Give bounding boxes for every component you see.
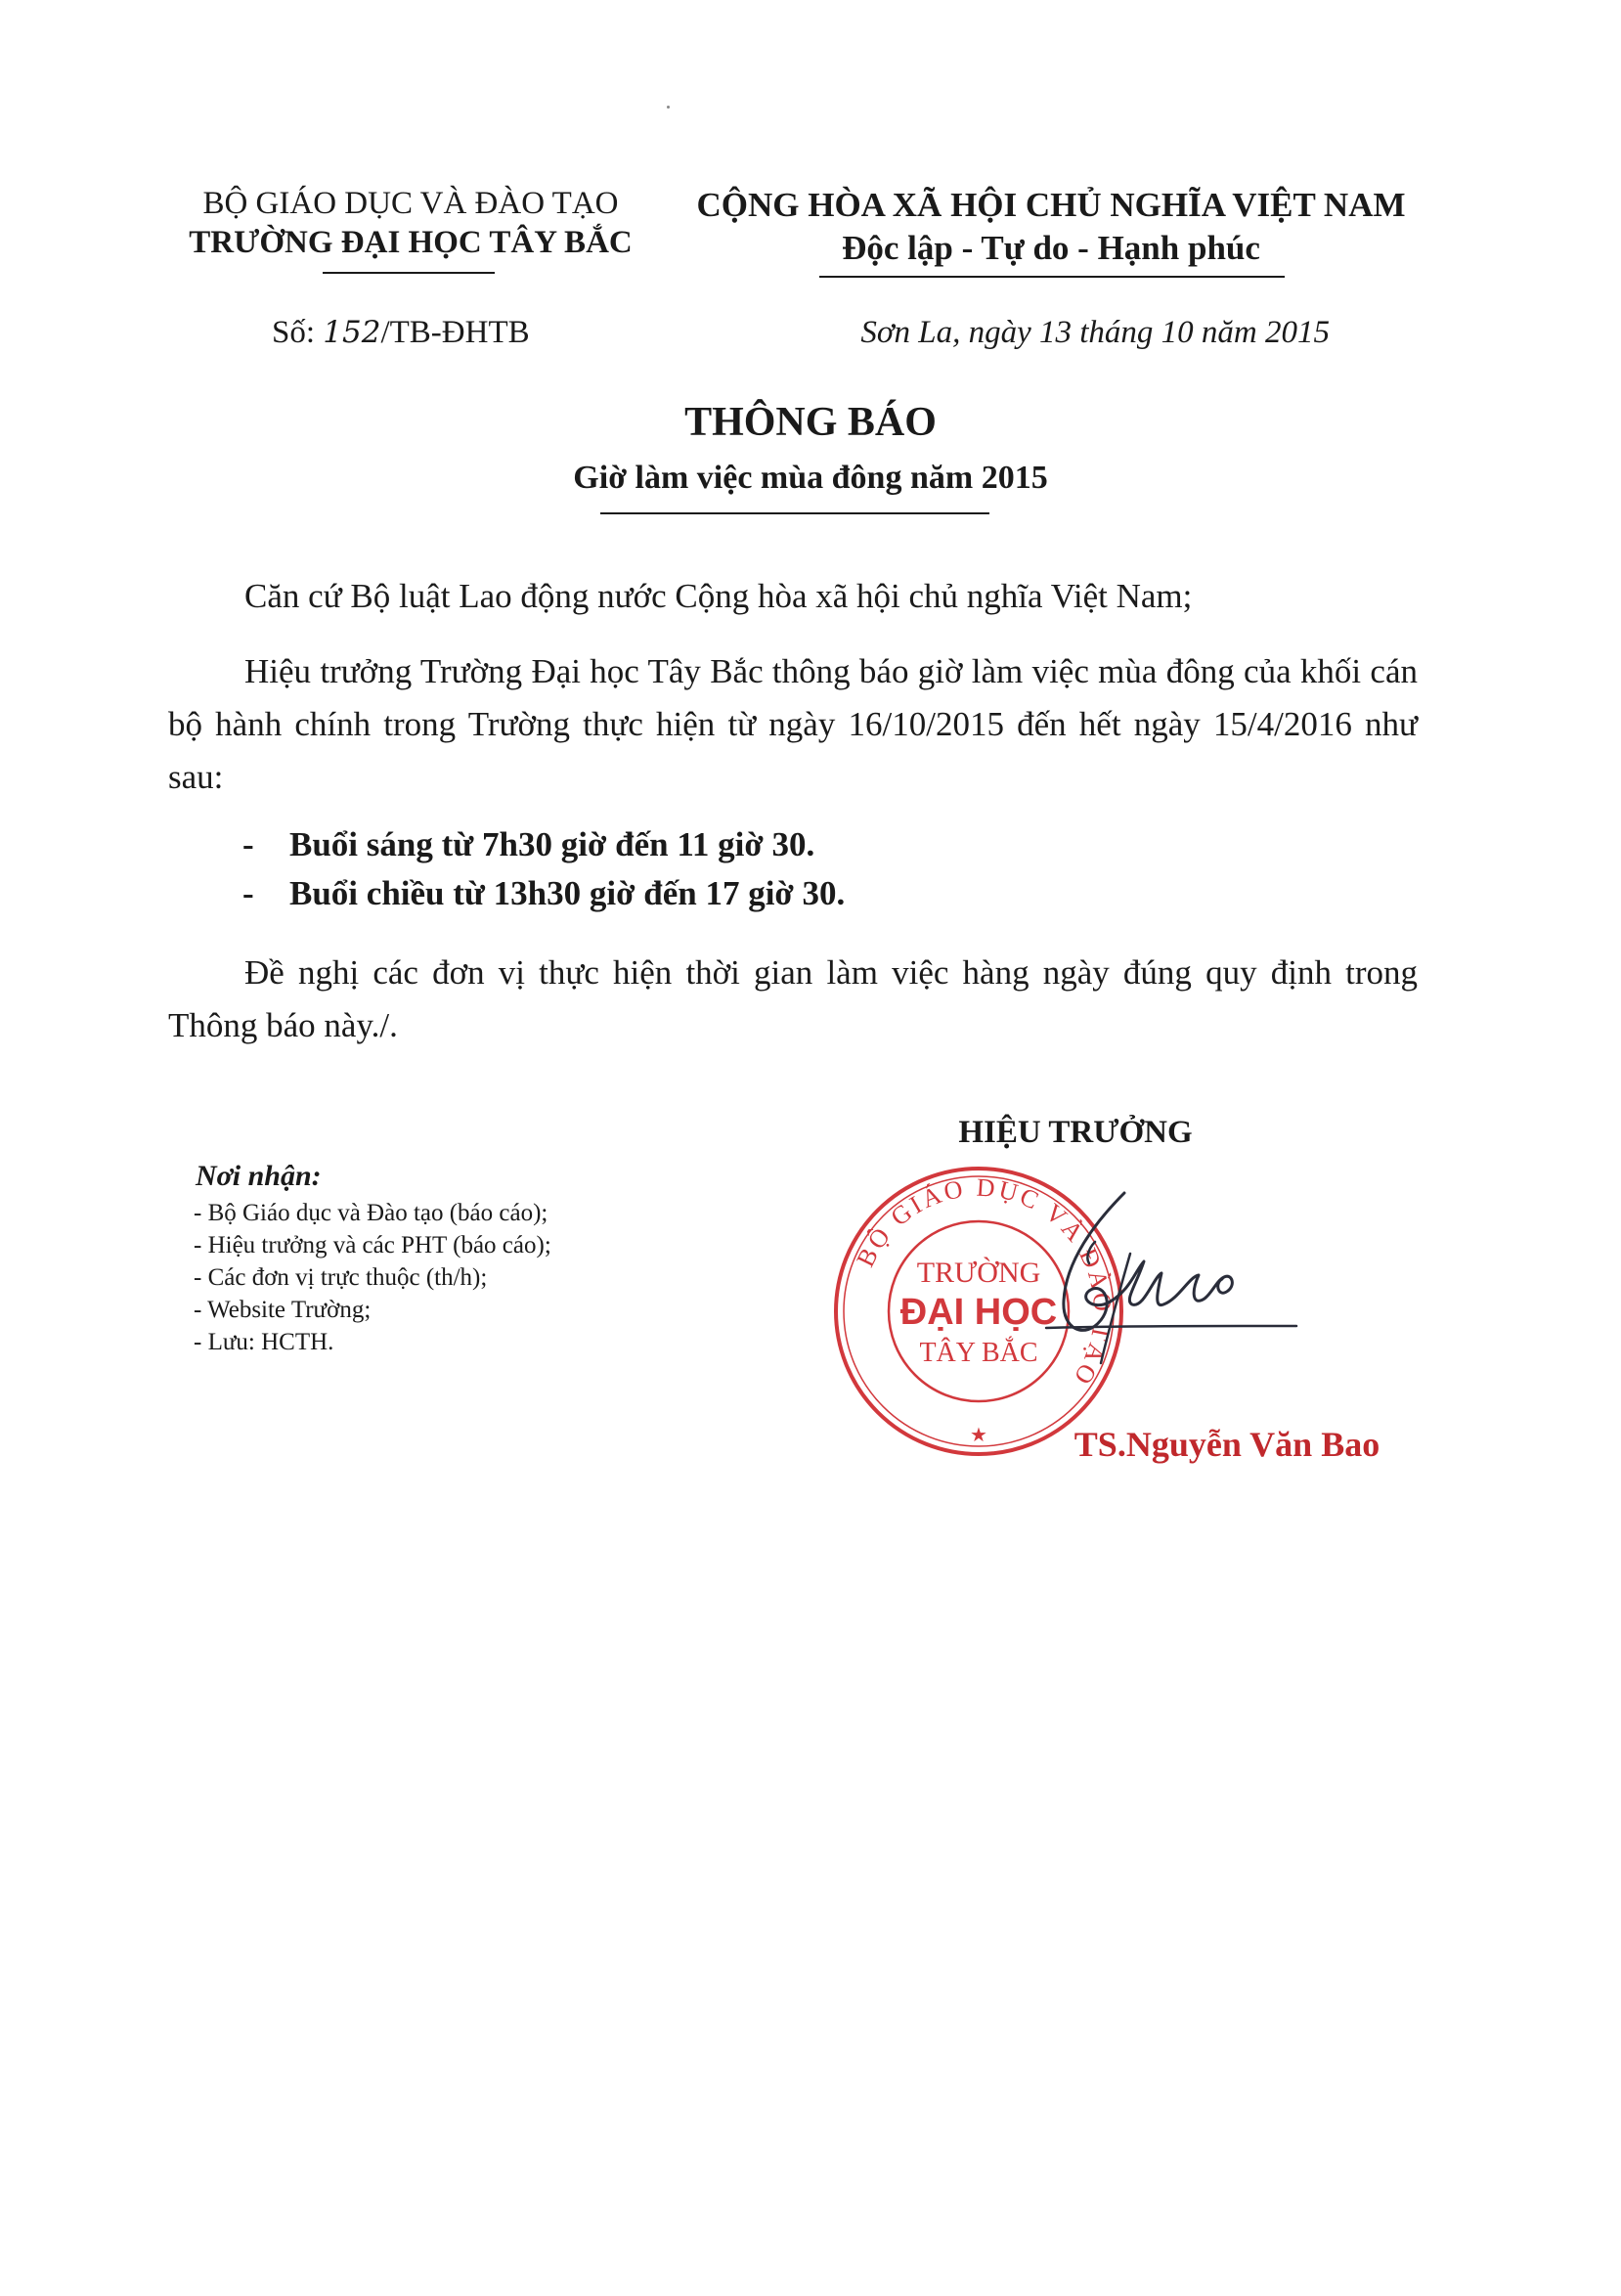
subtitle-underline: [600, 512, 989, 514]
bullet-text: Buổi sáng từ 7h30 giờ đến 11 giờ 30.: [289, 825, 815, 863]
recipient-item: - Website Trường;: [194, 1297, 372, 1323]
document-number-suffix: /TB-ĐHTB: [380, 315, 530, 350]
recipient-item: - Lưu: HCTH.: [194, 1329, 334, 1355]
recipients-list: [194, 1197, 551, 1358]
motto-underline: [819, 276, 1285, 278]
document-subtitle: Giờ làm việc mùa đông năm 2015: [573, 460, 1048, 496]
school-name: TRƯỜNG ĐẠI HỌC TÂY BẮC: [189, 225, 633, 260]
seal-ring-text: BỘ GIÁO DỤC VÀ ĐÀO TẠO: [851, 1172, 1117, 1392]
recipient-item: - Bộ Giáo dục và Đào tạo (báo cáo);: [194, 1200, 548, 1226]
bullet-text: Buổi chiều từ 13h30 giờ đến 17 giờ 30.: [289, 874, 846, 912]
document-number-handwritten: 152: [323, 315, 381, 350]
school-underline: [323, 272, 495, 274]
place-and-date: Sơn La, ngày 13 tháng 10 năm 2015: [860, 315, 1330, 350]
recipient-item: - Hiệu trưởng và các PHT (báo cáo);: [194, 1232, 551, 1258]
bullet-afternoon-hours: [242, 874, 845, 913]
national-title: CỘNG HÒA XÃ HỘI CHỦ NGHĨA VIỆT NAM: [696, 186, 1406, 224]
national-motto: Độc lập - Tự do - Hạnh phúc: [842, 229, 1260, 267]
document-title: THÔNG BÁO: [684, 400, 937, 445]
seal-line-3: TÂY BẮC: [919, 1338, 1038, 1368]
recipients-heading: Nơi nhận:: [196, 1160, 322, 1192]
ministry-name: BỘ GIÁO DỤC VÀ ĐÀO TẠO: [202, 186, 619, 221]
bullet-morning-hours: [242, 825, 814, 864]
scan-speck: [667, 106, 670, 109]
body-paragraph-legal-basis: Căn cứ Bộ luật Lao động nước Cộng hòa xã hội chủ nghĩa Việt Nam;: [244, 577, 1193, 615]
bullet-dash: -: [242, 825, 254, 863]
document-number-prefix: Số:: [272, 315, 324, 350]
document-number: [272, 315, 530, 351]
handwritten-signature-icon: [1007, 1183, 1300, 1369]
signer-title: HIỆU TRƯỞNG: [958, 1115, 1193, 1150]
seal-star: ★: [970, 1425, 987, 1446]
seal-line-1: TRƯỜNG: [916, 1257, 1041, 1289]
body-paragraph-announcement: Hiệu trưởng Trường Đại học Tây Bắc thông báo giờ làm việc mùa đông của khối cán bộ hành chính trong Trường thực hiện từ ngày 16/10/2015 đến hết ngày 15/4/2016 như sau:: [168, 652, 1418, 796]
bullet-dash: -: [242, 874, 254, 912]
recipient-item: - Các đơn vị trực thuộc (th/h);: [194, 1264, 488, 1291]
seal-line-2: ĐẠI HỌC: [899, 1292, 1058, 1333]
signer-name: TS.Nguyễn Văn Bao: [1073, 1425, 1380, 1464]
body-paragraph-request: Đề nghị các đơn vị thực hiện thời gian làm việc hàng ngày đúng quy định trong Thông báo này./.: [168, 953, 1418, 1044]
